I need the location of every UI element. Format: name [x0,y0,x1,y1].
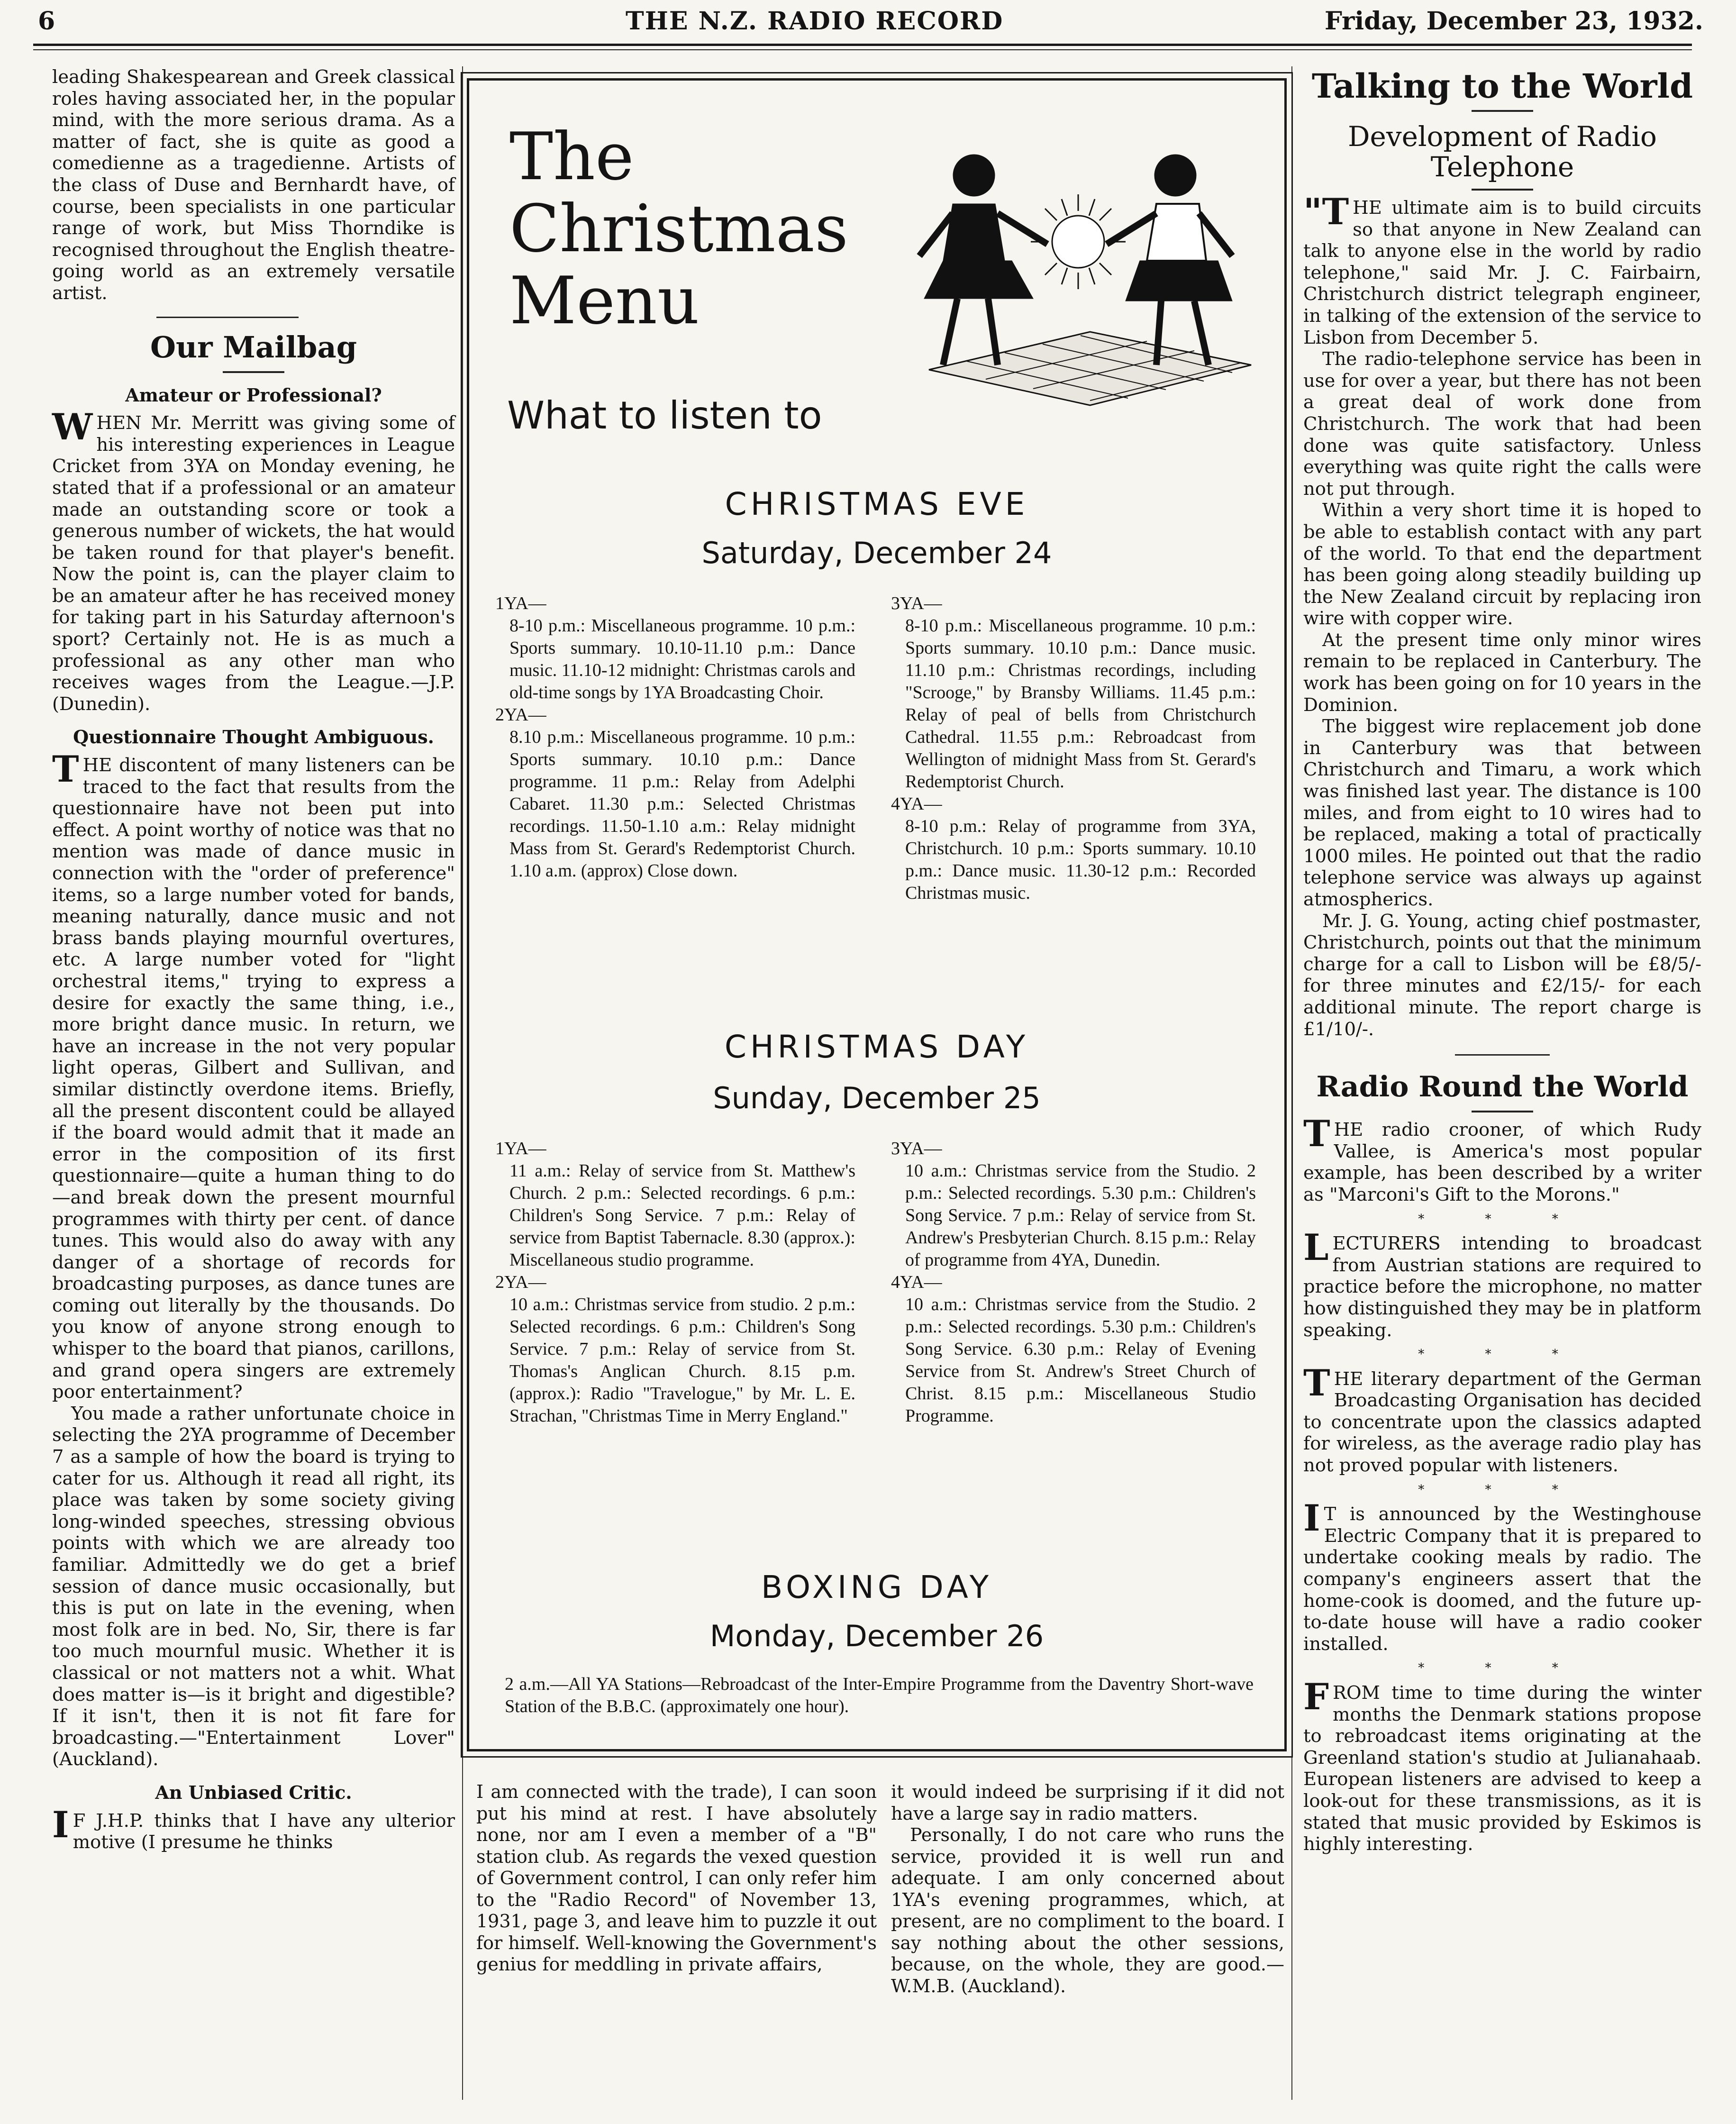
station-programme: 8-10 p.m.: Relay of programme from 3YA, Christchurch. 10 p.m.: Sports summary. 10.10 p.m.: Dance music. 11.30-12 p.m.: Recorded Christmas music. [905,816,1256,903]
drop-cap: F [1303,1676,1329,1718]
letter-body [52,1803,455,1853]
station-programme: 8-10 p.m.: Miscellaneous programme. 10 p.m.: Sports summary. 10.10-11.10 p.m.: Dance music. 11.10-12 midnight: Christmas carols and old-time songs by 1YA Broadcasting Choir. [509,616,856,702]
station-label: 4YA— [891,1272,942,1292]
article-heading: Talking to the World [1311,66,1693,106]
news-item [1303,1676,1701,1855]
station-programme: 10 a.m.: Christmas service from the Studio. 2 p.m.: Selected recordings. 5.30 p.m.: Children's Song Service. 6.30 p.m.: Relay of Evening Service from St. Andrew's Street Church of Christ. 8.15 p.m.: Miscellaneous Studio Programme. [905,1294,1256,1426]
menu-title [509,121,848,337]
continuation-paragraph: it would indeed be surprising if it did not have a large say in radio matters. [891,1781,1284,1824]
article-paragraph: Within a very short time it is hoped to be able to establish contact with any part of the world. To that end the department has been going along steadily building up the New Zealand circuit by replacing iron wire with copper wire. [1303,500,1701,629]
heading-rule [1472,1111,1533,1112]
letter-text: HEN Mr. Merritt was giving some of his interesting experiences in League Cricket from 3YA on Monday evening, he stated that if a professional or an amateur made an outstanding score or took a generous number of wickets, the hat would be taken round for that player's benefit. Now the point is, can the player claim to be an amateur after he has received money for taking part in his Saturday afternoon's sport? Certainly not. He is as much a professional as any other man who receives wages from the League.—J.P. (Dunedin). [52,412,455,715]
christmas-menu-box [467,78,1287,1751]
heading-rule [223,371,284,373]
station-programme: 10 a.m.: Christmas service from studio. 2 p.m.: Selected recordings. 6 p.m.: Children's Song Service. 7 p.m.: Relay of service from St. Thomas's Anglican Church. 8.15 p.m. (approx.): Radio "Travelogue," by Mr. L. E. Strachan, "Christmas Time in Merry England." [509,1294,855,1426]
station-label: 1YA— [495,593,546,613]
day-date: Sunday, December 25 [713,1081,1041,1115]
news-text: ROM time to time during the winter months the Denmark stations propose to rebroadcast items originating at the Greenland station's studio at Julianahaab. European listeners are advised to keep a look-out for these transmissions, as it is stated that music provided by Eskimos is highly interesting. [1303,1682,1701,1855]
news-item [1303,1361,1701,1477]
letter-text: F J.H.P. thinks that I have any ulterior motive (I presume he thinks [73,1810,455,1853]
news-text: T is announced by the Westinghouse Electric Company that it is prepared to undertake cooking meals by radio. The company's engineers assert that the home-cook is doomed, and the future up-to-date house will have a radio cooker installed. [1303,1504,1701,1655]
news-text: ECTURERS intending to broadcast from Austrian stations are required to practice before the microphone, no matter how distinguished they may be in platform speaking. [1303,1233,1701,1341]
article-paragraph: At the present time only minor wires remain to be replaced in Canterbury. The work has been going on for 10 years in the Dominion. [1303,629,1701,716]
mailbag-heading: Our Mailbag [150,329,357,365]
day-heading: CHRISTMAS DAY [724,1029,1029,1065]
column-rule [1291,66,1292,2100]
menu-title-line: The [509,119,634,195]
letter-title: Questionnaire Thought Ambiguous. [73,726,434,748]
news-text: HE literary department of the German Broadcasting Organisation has decided to concentrate upon the classics adapted for wireless, as the average radio play has not proved popular with listeners. [1303,1368,1701,1477]
schedule-column [495,593,855,882]
masthead [0,5,1736,38]
station-programme: 10 a.m.: Christmas service from the Studio. 2 p.m.: Selected recordings. 5.30 p.m.: Children's Song Service. 7 p.m.: Relay of service from St. Andrew's Presbyterian Church. 8.15 p.m.: Relay of programme from 4YA, Dunedin. [905,1161,1256,1270]
day-date: Saturday, December 24 [701,536,1052,570]
drop-cap: T [52,748,79,791]
christmas-cracker-illustration [891,142,1261,408]
news-item [1303,1497,1701,1655]
masthead-rule-thin [33,49,1692,50]
drop-cap: "T [1303,191,1349,233]
boxing-day-note: 2 a.m.—All YA Stations—Rebroadcast of the Inter-Empire Programme from the Daventry Short-wave Station of the B.B.C. (approximately one hour). [505,1674,1254,1716]
article-paragraph [1303,191,1701,348]
drop-cap: I [52,1803,69,1846]
schedule-column [891,1138,1256,1427]
news-heading: Radio Round the World [1316,1070,1689,1104]
section-divider [156,317,299,318]
masthead-rule [33,44,1692,46]
drop-cap: I [1303,1497,1320,1540]
issue-date: Friday, December 23, 1932. [1325,7,1703,36]
drop-cap: W [52,406,93,448]
day-heading: BOXING DAY [761,1569,993,1605]
article-text: HE ultimate aim is to build circuits so that anyone in New Zealand can talk to anyone else in the world by radio telephone," said Mr. J. C. Fairbairn, Christchurch district telegraph engineer, in talking of the extension of the service to Lisbon from December 5. [1303,197,1701,348]
page-number: 6 [38,7,55,36]
station-label: 2YA— [495,1272,546,1292]
drop-cap: T [1303,1361,1330,1404]
continuation-paragraph: I am connected with the trade), I can soon put his mind at rest. I have absolutely none, nor am I even a member of a "B" station club. As regards the vexed question of Government control, I can only refer him to the "Radio Record" of November 13, 1931, page 3, and leave him to puzzle it out for himself. Well-knowing the Government's genius for meddling in private affairs, [476,1781,877,1975]
letter-title: Amateur or Professional? [125,384,382,406]
article-paragraph: The radio-telephone service has been in use for over a year, but there has not been a great deal of work done from Christchurch. The work that had been done was quite satisfactory. Unless everything was quite right the calls were not put through. [1303,348,1701,500]
station-label: 3YA— [891,593,942,613]
letter-body [52,748,455,1403]
continuation-paragraph: Personally, I do not care who runs the service, provided it is well run and adequate. I am only concerned about 1YA's evening programmes, which, at present, are no compliment to the board. I say nothing about the other sessions, because, on the whole, they are good.—W.M.B. (Auckland). [891,1824,1284,1996]
letter-text: HE discontent of many listeners can be traced to the fact that results from the questionnaire have not been put into effect. A point worthy of notice was that no mention was made of dance music in connection with the "order of preference" items, so a large number voted for bands, meaning naturally, dance music and not brass bands playing mournful overtures, etc. A large number voted for "light orchestral items," trying to express a desire for exactly the same thing, i.e., more bright dance music. In return, we have an increase in the not very popular light operas, Gilbert and Sullivan, and similar distinctly overdone items. Briefly, all the present discontent could be allayed if the board would admit that it made an error in the composition of its first questionnaire—quite a human thing to do—and break down the present mournful programmes with thirty per cent. of dance tunes. This would also do away with any danger of a shortage of records for broadcasting purposes, as dance tunes are coming out literally by the thousands. Do you know of anyone strong enough to whisper to the board that pianos, carillons, and grand opera singers are extremely poor entertainment? [52,755,455,1403]
section-divider [1455,1054,1550,1056]
item-separator: * * * [1418,1212,1587,1226]
station-label: 3YA— [891,1139,942,1158]
menu-subtitle: What to listen to [507,393,822,438]
news-item [1303,1226,1701,1341]
station-programme: 11 a.m.: Relay of service from St. Matthew's Church. 2 p.m.: Selected recordings. 6 p.m.: Children's Song Service. 7 p.m.: Relay of service from Baptist Tabernacle. 8.30 (approx.): Miscellaneous studio programme. [509,1161,855,1270]
station-label: 2YA— [495,705,546,725]
station-label: 1YA— [495,1139,546,1158]
column-rule [462,66,463,2100]
newspaper-title: THE N.Z. RADIO RECORD [626,7,1004,36]
schedule-column [891,593,1256,904]
news-item [1303,1112,1701,1205]
heading-rule [1472,189,1533,191]
menu-title-line: Christmas [509,191,848,267]
station-programme: 8.10 p.m.: Miscellaneous programme. 10 p.m.: Sports summary. 10.10 p.m.: Dance programme. 11 p.m.: Relay from Adelphi Cabaret. 11.30 p.m.: Selected Christmas recordings. 11.50-1.10 a.m.: Relay midnight Mass from St. Gerard's Redemptorist Church. 1.10 a.m. (approx) Close down. [509,727,855,881]
station-label: 4YA— [891,794,942,814]
letter-body [52,406,455,715]
day-date: Monday, December 26 [709,1619,1044,1653]
news-text: HE radio crooner, of which Rudy Vallee, is America's most popular example, has been described by a writer as "Marconi's Gift to the Morons." [1303,1119,1701,1205]
item-separator: * * * [1418,1661,1587,1676]
item-separator: * * * [1418,1347,1587,1362]
day-heading: CHRISTMAS EVE [725,486,1029,522]
article-subheading: Development of Radio Telephone [1348,120,1657,183]
letter-continuation: You made a rather unfortunate choice in selecting the 2YA programme of December 7 as a sample of how the board is trying to cater for us. Although it read all right, its place was taken by some society giving long-winded speeches, stressing obvious points with which we are already too familiar. Admittedly we do get a brief session of dance music occasionally, but this is put on late in the evening, when most folk are in bed. No, Sir, there is far too much mournful music. Whether it is classical or not matters not a whit. What does matter is—is it bright and digestible? If it isn't, then it is not fit fare for broadcasting.—"Entertainment Lover" (Auckland). [52,1403,455,1770]
drop-cap: T [1303,1112,1330,1155]
drop-cap: L [1303,1226,1329,1269]
right-column [1303,66,1701,1855]
intro-paragraph: leading Shakespearean and Greek classical roles having associated her, in the popular mind, with the more serious drama. As a matter of fact, she is quite as good a comedienne as a tragedienne. Artists of the class of Duse and Bernhardt have, of course, been specialists in one particular range of work, but Miss Thorndike is recognised throughout the English theatre-going world as an extremely versatile artist. [52,66,455,304]
article-paragraph: The biggest wire replacement job done in Canterbury was that between Christchurch and Timaru, a work which was finished last year. The distance is 100 miles, and from eight to 10 wires had to be replaced, making a total of practically 1000 miles. He pointed out that the radio telephone service was always up against atmospherics. [1303,716,1701,910]
left-column [52,66,455,1853]
item-separator: * * * [1418,1482,1587,1497]
heading-rule [1472,110,1533,112]
station-programme: 8-10 p.m.: Miscellaneous programme. 10 p.m.: Sports summary. 10.10 p.m.: Dance music. 11.10 p.m.: Christmas recordings, including "Scrooge," by Bransby Williams. 11.45 p.m.: Relay of peal of bells from Christchurch Cathedral. 11.55 p.m.: Rebroadcast from Wellington of midnight Mass from St. Gerard's Redemptorist Church. [905,616,1256,792]
menu-title-line: Menu [509,263,700,339]
schedule-column [495,1138,855,1427]
letter-title: An Unbiased Critic. [155,1781,352,1803]
letter-continuation-column [476,1781,877,1976]
letter-continuation-column [891,1781,1284,1997]
article-paragraph: Mr. J. G. Young, acting chief postmaster, Christchurch, points out that the minimum charge for a call to Lisbon will be £8/5/- for three minutes and £2/15/- for each additional minute. The report charge is £1/10/-. [1303,910,1701,1040]
